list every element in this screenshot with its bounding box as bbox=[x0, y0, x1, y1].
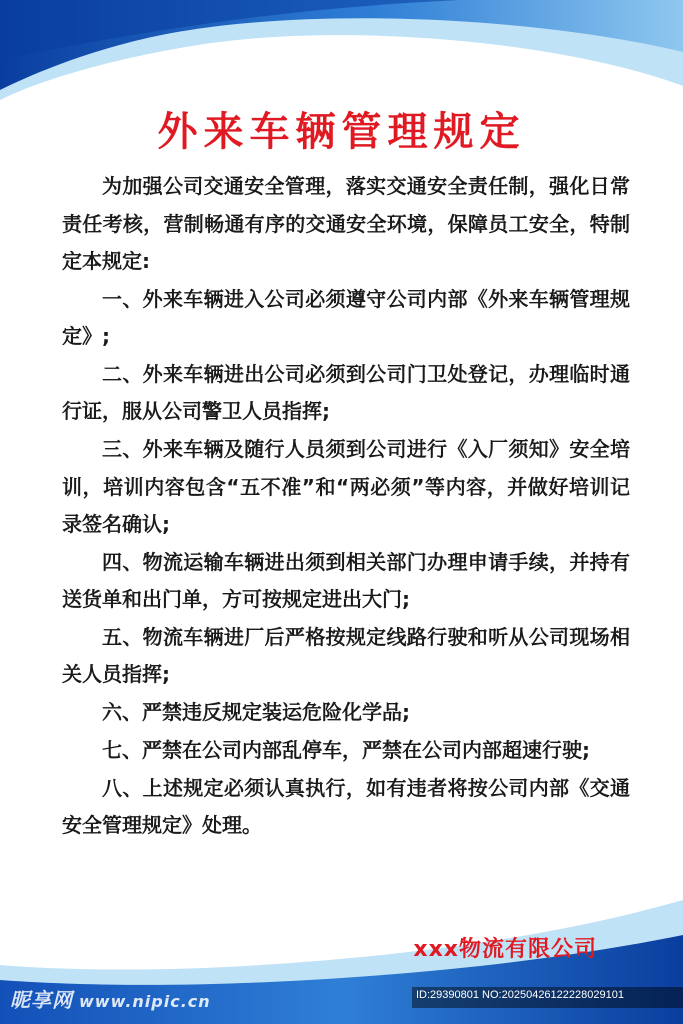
rule-item: 五、物流车辆进厂后严格按规定线路行驶和听从公司现场相关人员指挥; bbox=[62, 624, 630, 687]
site-watermark bbox=[10, 984, 211, 1013]
rule-item: 六、严禁违反规定装运危险化学品; bbox=[102, 700, 410, 725]
company-name: xxx物流有限公司 bbox=[413, 937, 597, 962]
intro-paragraph: 为加强公司交通安全管理，落实交通安全责任制，强化日常责任考核，营制畅通有序的交通安全环境，保障员工安全，特制定本规定: bbox=[62, 174, 630, 273]
rule-item: 一、外来车辆进入公司必须遵守公司内部《外来车辆管理规定》; bbox=[62, 286, 630, 349]
rule-item: 四、物流运输车辆进出须到相关部门办理申请手续，并持有送货单和出门单，方可按规定进出大门; bbox=[62, 549, 630, 612]
watermark-site-name: 昵享网 bbox=[10, 988, 73, 1012]
image-id-text: ID:29390801 NO:20250426122228029101 bbox=[416, 989, 624, 1001]
rule-item: 八、上述规定必须认真执行，如有违者将按公司内部《交通安全管理规定》处理。 bbox=[62, 775, 630, 837]
page-title: 外来车辆管理规定 bbox=[157, 109, 526, 155]
rule-item: 二、外来车辆进出公司必须到公司门卫处登记，办理临时通行证，服从公司警卫人员指挥; bbox=[62, 361, 630, 424]
rule-item: 七、严禁在公司内部乱停车，严禁在公司内部超速行驶; bbox=[102, 737, 590, 762]
rule-item: 三、外来车辆及随行人员须到公司进行《入厂须知》安全培训，培训内容包含“五不准”和“两必须”等内容，并做好培训记录签名确认; bbox=[62, 437, 630, 537]
regulation-body bbox=[62, 168, 630, 845]
watermark-url: www.nipic.cn bbox=[79, 992, 211, 1011]
